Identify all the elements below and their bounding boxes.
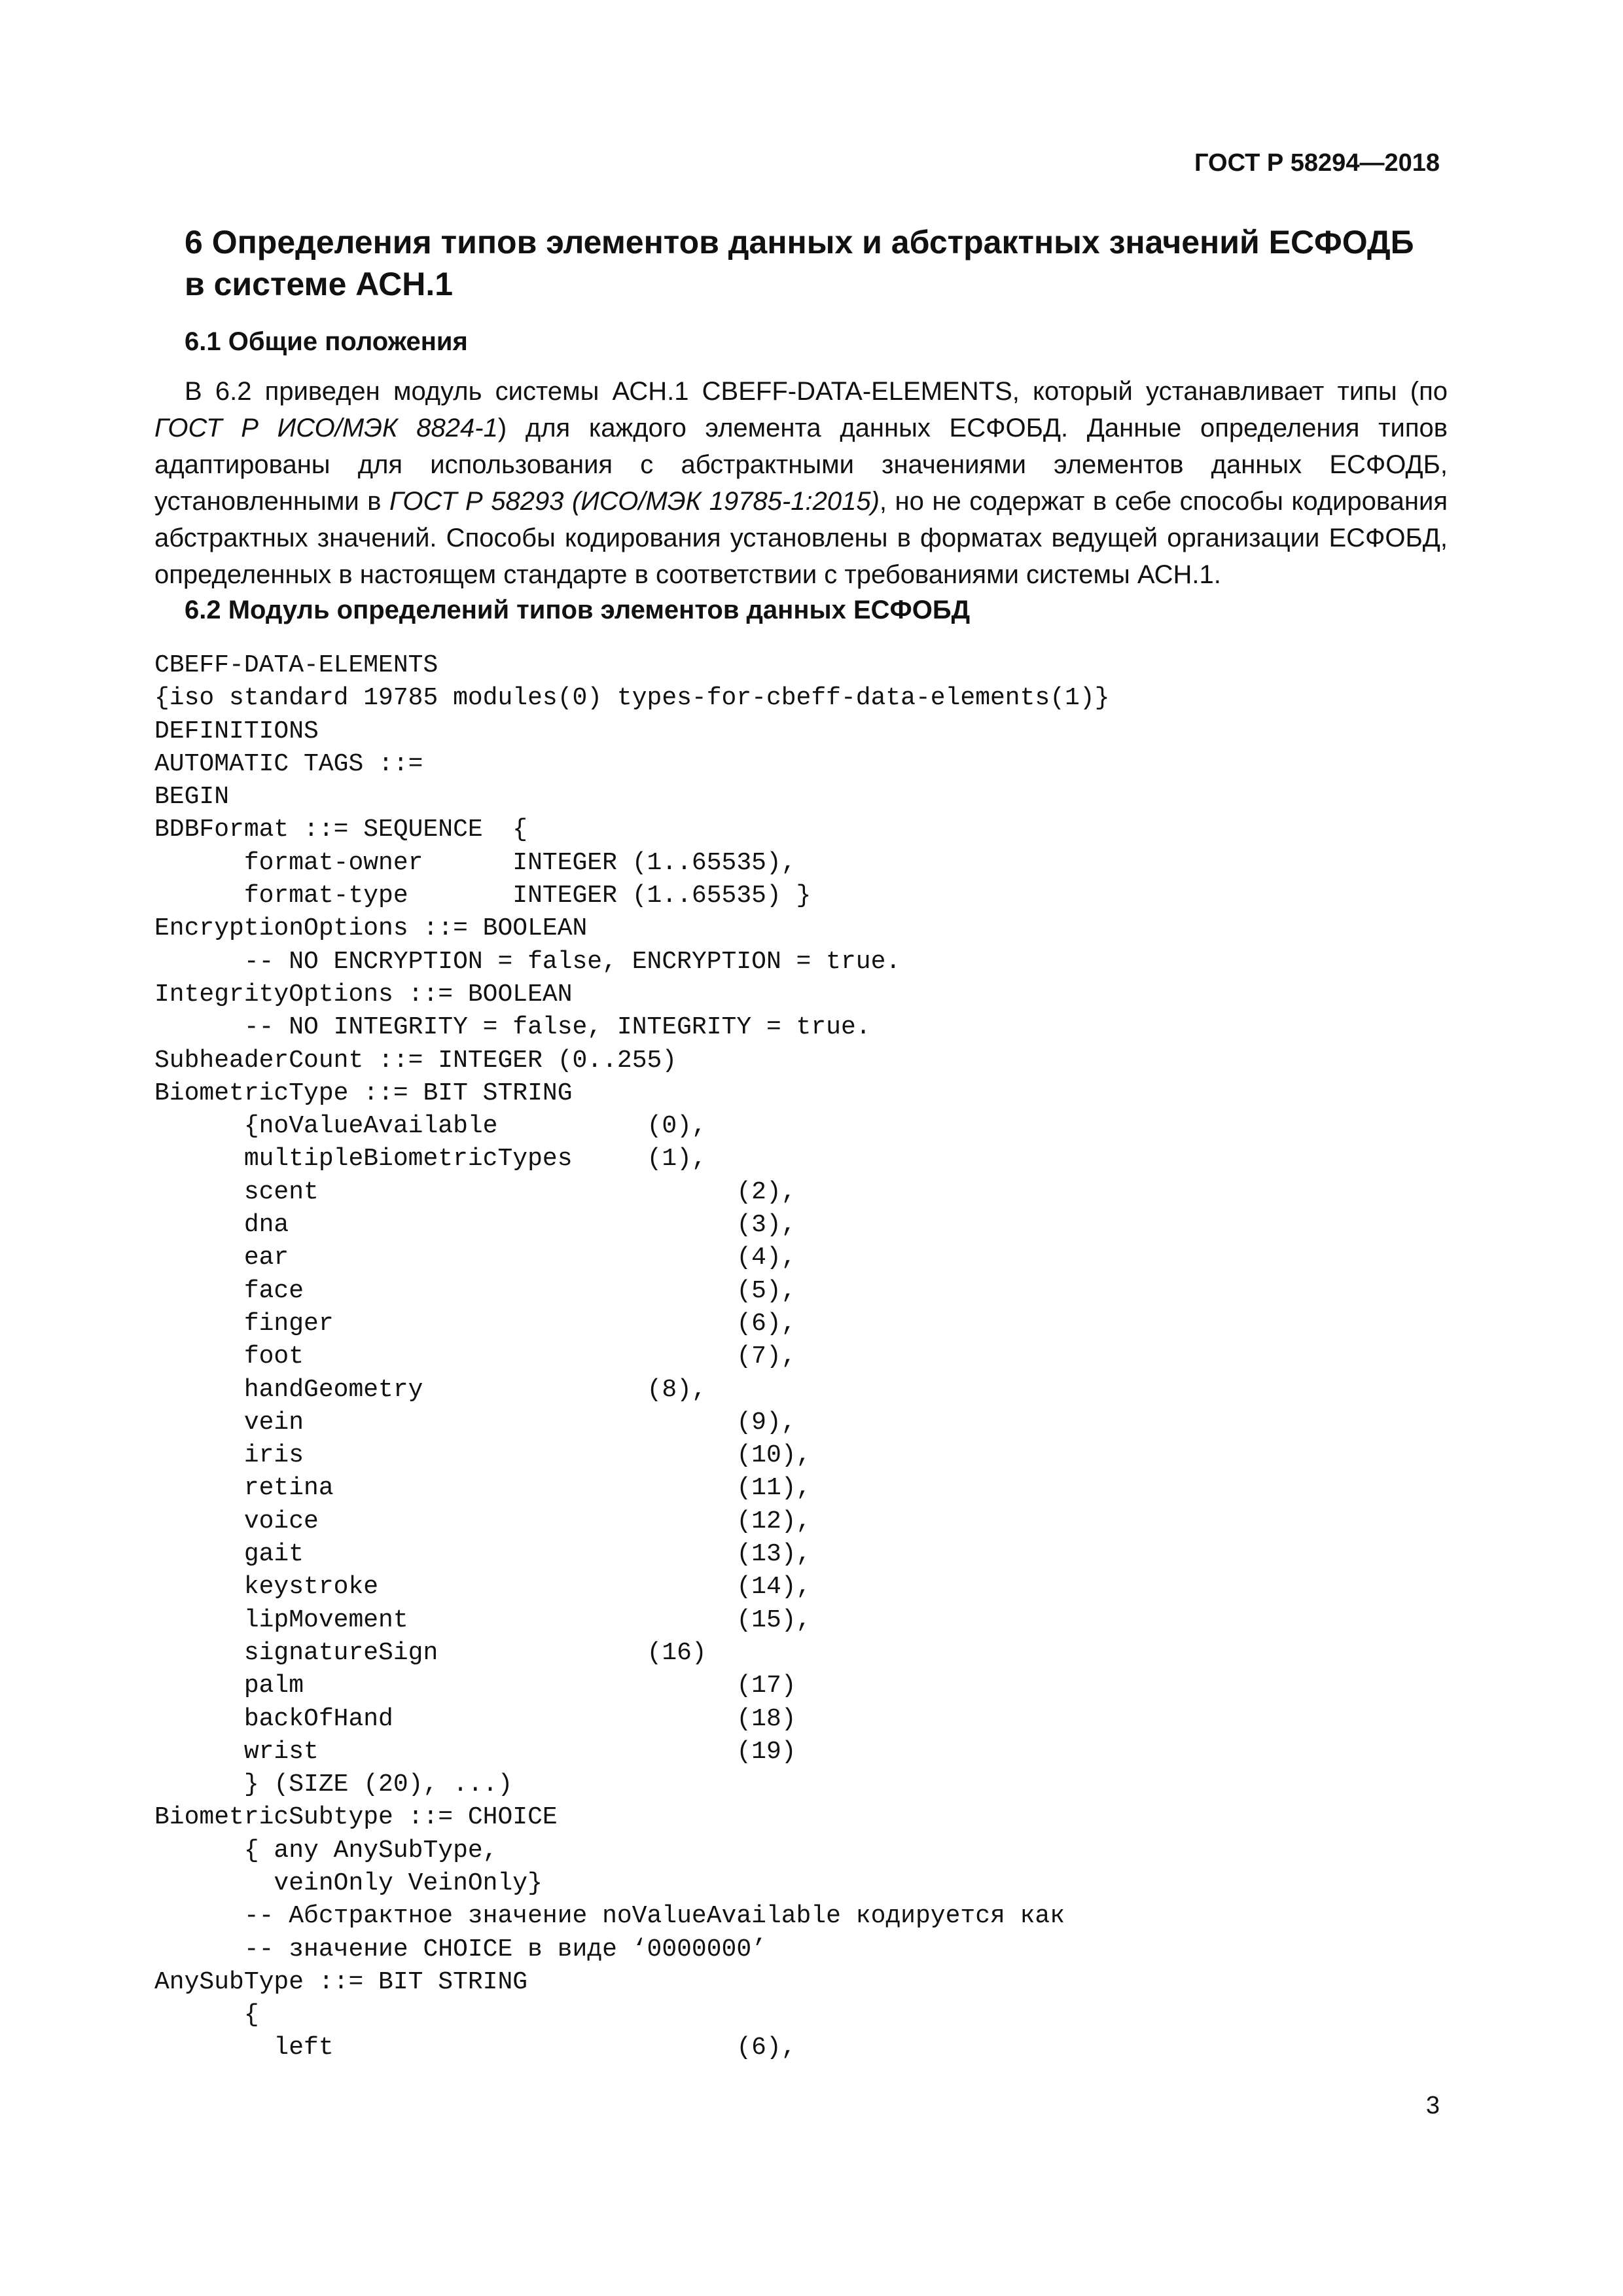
- code-line: {: [154, 2001, 259, 2030]
- code-line: retina (11),: [154, 1474, 812, 1503]
- code-line: {iso standard 19785 modules(0) types-for-cbeff-data-elements(1)}: [154, 684, 1110, 713]
- subsection-title-module: 6.2 Модуль определений типов элементов данных ЕСФОБД: [185, 596, 971, 624]
- paragraph-text-3: , но не содержат в себе способы кодирования абстрактных значений. Способы кодирования установлены в форматах ведущей организации ЕСФОБД, определенных в настоящем стандарте в соответствии с требованиями системы АСН.1.: [154, 487, 1448, 589]
- code-line: gait (13),: [154, 1540, 812, 1569]
- code-line: format-type INTEGER (1..65535) }: [154, 882, 812, 910]
- subsection-title-general: 6.1 Общие положения: [185, 327, 468, 356]
- code-line: wrist (19): [154, 1737, 796, 1766]
- code-line: scent (2),: [154, 1177, 796, 1206]
- section-title: [185, 221, 1448, 305]
- code-line: lipMovement (15),: [154, 1605, 812, 1634]
- code-line: SubheaderCount ::= INTEGER (0..255): [154, 1046, 677, 1075]
- code-line: format-owner INTEGER (1..65535),: [154, 848, 796, 877]
- code-line: BiometricType ::= BIT STRING: [154, 1079, 573, 1107]
- code-line: veinOnly VeinOnly}: [154, 1869, 543, 1897]
- code-line: dna (3),: [154, 1211, 796, 1240]
- code-line: AUTOMATIC TAGS ::=: [154, 749, 423, 778]
- code-line: ear (4),: [154, 1244, 796, 1272]
- code-line: handGeometry (8),: [154, 1375, 707, 1404]
- code-line: DEFINITIONS: [154, 717, 319, 745]
- code-line: BEGIN: [154, 783, 230, 812]
- code-line: -- значение CHOICE в виде ‘0000000’: [154, 1935, 766, 1964]
- code-line: vein (9),: [154, 1408, 796, 1437]
- code-line: -- NO ENCRYPTION = false, ENCRYPTION = true.: [154, 947, 901, 976]
- code-line: } (SIZE (20), ...): [154, 1770, 513, 1799]
- code-line: { any AnySubType,: [154, 1836, 498, 1865]
- code-line: AnySubType ::= BIT STRING: [154, 1967, 528, 1996]
- code-line: signatureSign (16): [154, 1638, 707, 1667]
- standard-designation: ГОСТ Р 58294—2018: [1194, 149, 1440, 177]
- code-line: left (6),: [154, 2034, 796, 2062]
- code-line: voice (12),: [154, 1507, 812, 1535]
- code-line: finger (6),: [154, 1309, 796, 1338]
- paragraph-text-2: ) для каждого элемента данных ЕСФОБД. Данные определения типов адаптированы для использования с абстрактными значениями элементов данных ЕСФОДБ, установленными в: [154, 414, 1448, 516]
- code-line: face (5),: [154, 1276, 796, 1305]
- code-line: palm (17): [154, 1672, 796, 1700]
- asn1-code-block: [154, 649, 1398, 2065]
- code-line: -- NO INTEGRITY = false, INTEGRITY = true.: [154, 1013, 871, 1042]
- general-paragraph: [154, 373, 1448, 593]
- section-title-line1: 6 Определения типов элементов данных и абстрактных значений ЕСФОДБ: [185, 224, 1414, 260]
- code-line: foot (7),: [154, 1342, 796, 1371]
- paragraph-text-1: В 6.2 приведен модуль системы АСН.1 CBEFF-DATA-ELEMENTS, который устанавливает типы (по: [185, 377, 1448, 406]
- code-line: CBEFF-DATA-ELEMENTS: [154, 651, 438, 679]
- code-line: EncryptionOptions ::= BOOLEAN: [154, 914, 588, 943]
- code-line: multipleBiometricTypes (1),: [154, 1145, 707, 1174]
- reference-gost-8824: ГОСТ Р ИСО/МЭК 8824-1: [154, 414, 498, 442]
- code-line: IntegrityOptions ::= BOOLEAN: [154, 980, 573, 1009]
- page-number: 3: [1425, 2092, 1440, 2119]
- code-line: BDBFormat ::= SEQUENCE {: [154, 816, 528, 844]
- code-line: {noValueAvailable (0),: [154, 1112, 707, 1141]
- section-title-line2: в системе АСН.1: [185, 266, 454, 302]
- code-line: iris (10),: [154, 1441, 812, 1470]
- reference-gost-58293: ГОСТ Р 58293 (ИСО/МЭК 19785-1:2015): [389, 487, 880, 516]
- code-line: BiometricSubtype ::= CHOICE: [154, 1803, 558, 1832]
- code-line: backOfHand (18): [154, 1704, 796, 1733]
- code-line: keystroke (14),: [154, 1573, 812, 1602]
- code-line: -- Абстрактное значение noValueAvailable кодируется как: [154, 1902, 1065, 1931]
